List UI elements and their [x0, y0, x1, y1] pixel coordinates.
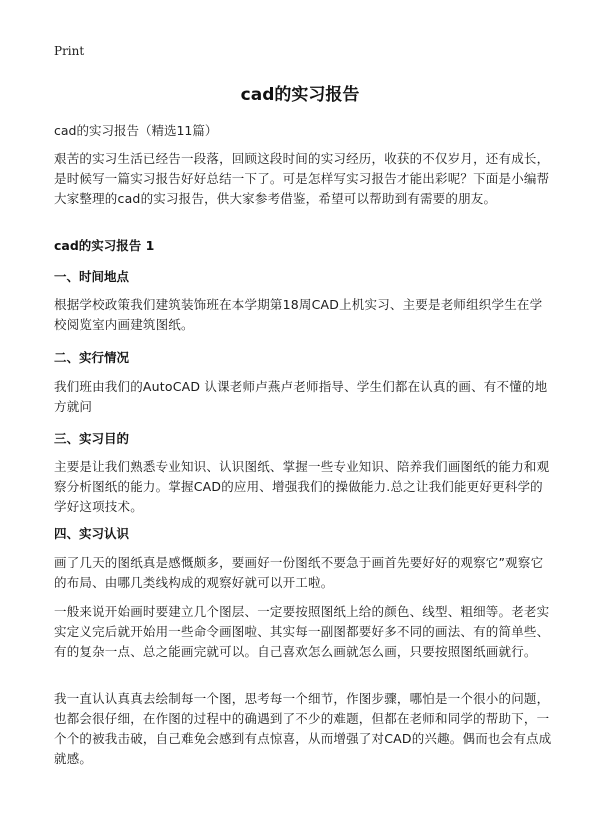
section-heading-situation: 二、实行情况: [54, 350, 130, 365]
section-paragraph-understanding-2: 一般来说开始画时要建立几个图层、一定要按照图纸上给的颜色、线型、粗细等。老老实实定义完后就开始用一些命令画图啦、其实每一副图都要好多不同的画法、有的简单些、有的复杂一点、总之能画完就可以。自己喜欢怎么画就怎么画，只要按照图纸画就行。: [54, 604, 550, 659]
section-heading-purpose: 三、实习目的: [54, 431, 130, 446]
section-paragraph-understanding-3: 我一直认认真真去绘制每一个图，思考每一个细节，作图步骤，哪怕是一个很小的问题，也都会很仔细，在作图的过程中的确遇到了不少的难题，但都在老师和同学的帮助下，一个个的被我击破，自己难免会感到有点惊喜，从而增强了对CAD的兴趣。偶而也会有点成就感。: [54, 691, 552, 766]
section-paragraph-time-place: 根据学校政策我们建筑装饰班在本学期第18周CAD上机实习、主要是老师组织学生在学校阅览室内画建筑图纸。: [54, 297, 543, 332]
section-heading-time-place: 一、时间地点: [54, 269, 130, 284]
section-heading-understanding: 四、实习认识: [54, 526, 130, 541]
section-paragraph-purpose: 主要是让我们熟悉专业知识、认识图纸、掌握一些专业知识、陪养我们画图纸的能力和观察分析图纸的能力。掌握CAD的应用、增强我们的操做能力.总之让我们能更好更科学的学好这项技术。: [54, 459, 550, 514]
report-heading: cad的实习报告 1: [54, 238, 155, 253]
document-subtitle: cad的实习报告（精选11篇）: [54, 123, 218, 138]
intro-paragraph: 艰苦的实习生活已经告一段落，回顾这段时间的实习经历，收获的不仅岁月，还有成长，是时候写一篇实习报告好好总结一下了。可是怎样写实习报告才能出彩呢？下面是小编帮大家整理的cad的实习报告，供大家参考借鉴，希望可以帮助到有需要的朋友。: [54, 151, 550, 206]
page-title: cad的实习报告: [240, 85, 360, 105]
section-paragraph-understanding-1: 画了几天的图纸真是感慨颇多，要画好一份图纸不要急于画首先要好好的观察它”观察它的布局、由哪几类线构成的观察好就可以开工啦。: [54, 555, 544, 590]
section-paragraph-situation: 我们班由我们的AutoCAD 认课老师卢燕卢老师指导、学生们都在认真的画、有不懂的地方就问: [54, 379, 548, 414]
print-link[interactable]: Print: [54, 44, 85, 58]
